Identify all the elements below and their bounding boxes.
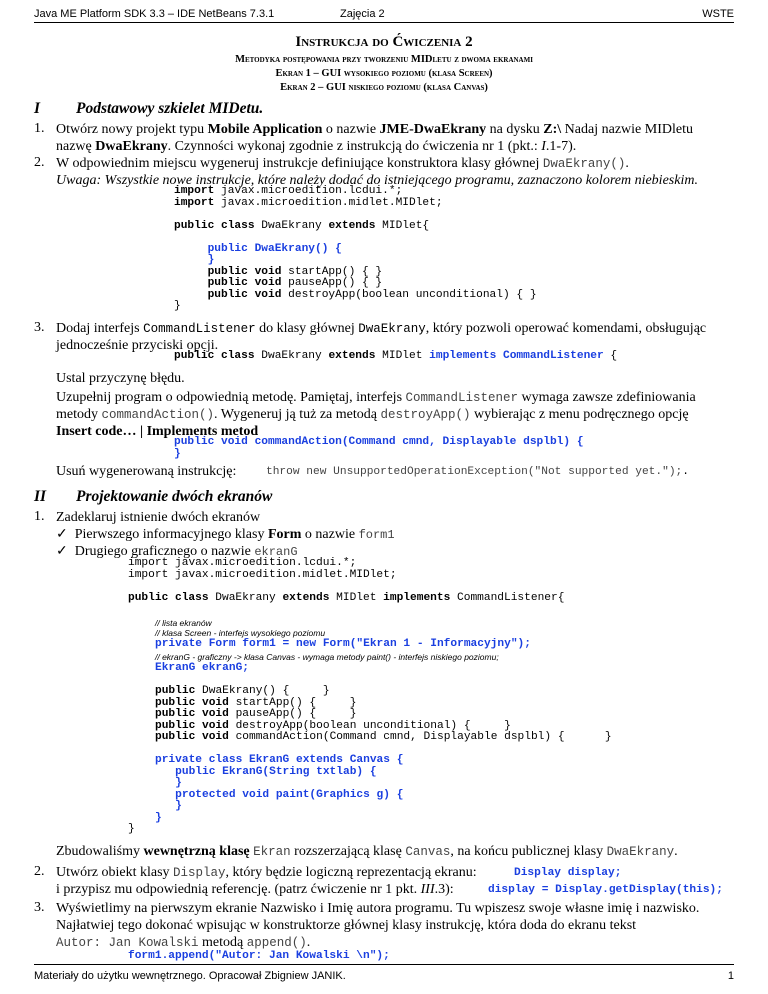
section-1-title: Podstawowy szkielet MIDetu. — [76, 100, 264, 117]
header-center: Zajęcia 2 — [340, 8, 385, 20]
subtitle-1: Metodyka postępowania przy tworzeniu MIDletu z dwoma ekranami — [235, 54, 533, 65]
document-title: Instrukcja do Ćwiczenia 2 — [295, 34, 473, 50]
s2-step-3-line-1: Wyświetlimy na pierwszym ekranie Nazwisko i Imię autora programu. Tu wpiszesz swoje własne imię i nazwisko. — [56, 901, 700, 916]
step-2-note: Uwaga: Wszystkie nowe instrukcje, które należy dodać do istniejącego programu, zaznaczono kolorem niebieskim. — [56, 173, 698, 188]
code-block-skeleton: import javax.microedition.lcdui.*; import javax.microedition.midlet.MIDlet; public class DwaEkrany extends MIDlet{ public DwaEkrany() { } public void startApp() { } public void pauseApp() { } public void destroyApp(boolean unconditional) { } } — [174, 185, 537, 312]
item-number: 3. — [34, 320, 45, 335]
header-right: WSTE — [702, 8, 734, 20]
subtitle-3: Ekran 2 – GUI niskiego poziomu (klasa Canvas) — [280, 82, 488, 93]
comment-screen-class: // klasa Screen - interfejs wysokiego poziomu — [155, 628, 326, 638]
code-ekranG-declaration: EkranG ekranG; — [155, 662, 249, 674]
remove-instruction-label: Usuń wygenerowaną instrukcję: — [56, 464, 237, 479]
code-inner-class: private class EkranG extends Canvas { public EkranG(String txtlab) { } protected void paint(Graphics g) { } } — [155, 754, 404, 824]
step-3-line-1: Dodaj interfejs CommandListener do klasy głównej DwaEkrany, który pozwoli operować komendami, obsługując — [56, 321, 707, 336]
step-3-para-line-2: metody commandAction(). Wygeneruj ją tuż za metodą destroyApp() wybierając z menu podręcznego opcję — [56, 407, 689, 422]
section-1-number: I — [34, 100, 41, 117]
item-number: 2. — [34, 864, 45, 879]
item-number: 3. — [34, 900, 45, 915]
code-form1-declaration: private Form form1 = new Form("Ekran 1 - Informacyjny"); — [155, 638, 531, 650]
page-header — [34, 6, 734, 23]
step-3-para-line-1: Uzupełnij program o odpowiednią metodę. Pamiętaj, interfejs CommandListener wymaga zawsze zdefiniowania — [56, 390, 696, 405]
bullet-form1: ✓ Pierwszego informacyjnego klasy Form o nazwie form1 — [56, 527, 395, 542]
page-number: 1 — [727, 970, 734, 982]
inner-class-summary: Zbudowaliśmy wewnętrzną klasę Ekran rozszerzającą klasę Canvas, na końcu publicznej klasy DwaEkrany. — [56, 844, 678, 859]
step-3-error-cause: Ustal przyczynę błędu. — [56, 371, 185, 386]
step-1-line-2: nazwę DwaEkrany. Czynności wykonaj zgodnie z instrukcją do ćwiczenia nr 1 (pkt.: I.1-7). — [56, 139, 577, 154]
item-number: 2. — [34, 155, 45, 170]
code-display-assignment: display = Display.getDisplay(this); — [488, 884, 723, 896]
code-form-append: form1.append("Autor: Jan Kowalski \n"); — [128, 950, 390, 962]
page-footer — [34, 964, 734, 983]
comment-canvas: // ekranG - graficzny -> klasa Canvas - wymaga metody paint() - interfejs niskiego poziomu; — [155, 652, 499, 662]
check-icon: ✓ — [56, 527, 68, 542]
s2-step-3-line-2: Najłatwiej tego dokonać wpisując w konstruktorze głównej klasy instrukcję, która doda do ekranu tekst — [56, 918, 637, 933]
code-display-declaration: Display display; — [514, 867, 622, 879]
check-icon: ✓ — [56, 544, 68, 559]
bullet-ekranG: ✓ Drugiego graficznego o nazwie ekranG — [56, 544, 298, 559]
section-2-title: Projektowanie dwóch ekranów — [76, 488, 273, 505]
s2-step-1-text: Zadeklaruj istnienie dwóch ekranów — [56, 510, 261, 525]
remove-instruction-code: throw new UnsupportedOperationException("Not supported yet.");. — [266, 466, 689, 478]
s2-step-3-line-3: Autor: Jan Kowalski metodą append(). — [56, 935, 311, 950]
item-number: 1. — [34, 121, 45, 136]
step-2-line-1: W odpowiednim miejscu wygeneruj instrukcje definiujące konstruktora klasy głównej DwaEkrany(). — [56, 156, 629, 171]
code-closing-brace: } — [128, 823, 135, 835]
comment-screen-list: // lista ekranów — [155, 618, 212, 628]
code-methods: public DwaEkrany() { } public void startApp() { } public void pauseApp() { } public void destroyApp(boolean unconditional) { } public void commandAction(Command cmnd, Displayable dsplbl) { } — [155, 685, 612, 743]
code-block-two-screens: import javax.microedition.lcdui.*; import javax.microedition.midlet.MIDlet; public class DwaEkrany extends MIDlet implements CommandListener{ — [128, 557, 565, 604]
step-1-line-1: Otwórz nowy projekt typu Mobile Application o nazwie JME-DwaEkrany na dysku Z:\ Nadaj nazwie MIDletu — [56, 122, 693, 137]
subtitle-2: Ekran 1 – GUI wysokiego poziomu (klasa Screen) — [275, 68, 493, 79]
step-3-line-2: jednocześnie przyciski opcji. — [56, 338, 219, 353]
section-2-number: II — [34, 488, 47, 505]
insert-code-menu-path: Insert code… | Implements metod — [56, 424, 259, 439]
s2-step-2-line-2: i przypisz mu odpowiednią referencję. (patrz ćwiczenie nr 1 pkt. III.3): — [56, 882, 454, 897]
item-number: 1. — [34, 509, 45, 524]
header-left: Java ME Platform SDK 3.3 – IDE NetBeans 7.3.1 — [34, 8, 275, 20]
s2-step-2-line-1: Utwórz obiekt klasy Display, który będzie logiczną reprezentacją ekranu: — [56, 865, 477, 880]
code-block-commandaction: public void commandAction(Command cmnd, Displayable dsplbl) { } — [174, 436, 584, 460]
footer-note: Materiały do użytku wewnętrznego. Opracował Zbigniew JANIK. — [34, 970, 346, 982]
code-block-interface: public class DwaEkrany extends MIDlet implements CommandListener { — [174, 350, 618, 362]
